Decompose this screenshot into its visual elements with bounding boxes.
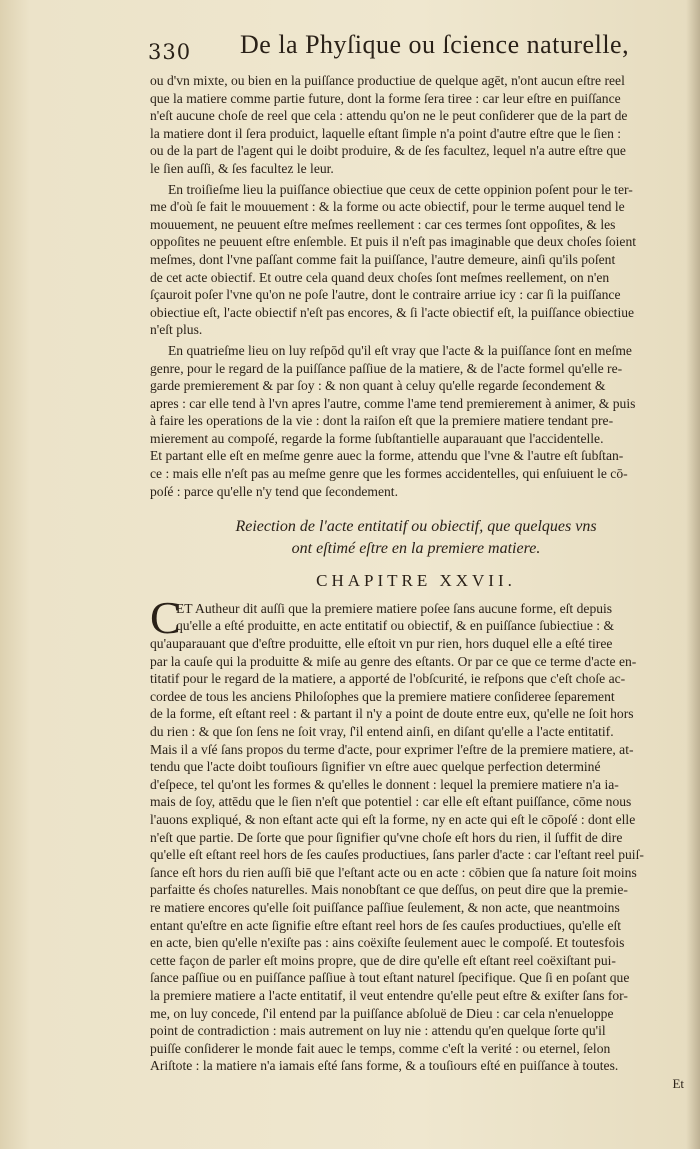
text-line: à faire les operations de la vie : dont la raiſon eſt que la premiere matiere tendant pre-	[150, 413, 614, 429]
chapter-rubric	[150, 516, 682, 560]
text-line: n'eſt plus.	[150, 322, 203, 338]
paragraph-3	[150, 342, 682, 500]
text-line: re matiere encores qu'elle ſoit puiſſance paſſiue ſeulement, & non acte, que neantmoins	[150, 899, 620, 915]
chapter-body	[150, 591, 684, 1091]
text-line: ce : mais elle n'eſt pas au meſme genre que les formes accidentelles, qui enſuiuent le cō-	[150, 466, 628, 482]
text-line: apres : car elle tend à l'vn apres l'autre, comme l'ame tend premierement à animer, & puis	[150, 395, 636, 411]
page-header	[148, 30, 688, 72]
text-line: ET Autheur dit auſſi que la premiere matiere poſee ſans aucune forme, eſt depuis	[176, 600, 613, 616]
rubric-line: ont eſtimé eſtre en la premiere matiere.	[291, 540, 541, 558]
text-line: oppoſites ne peuuent eſtre enſemble. Et puis il n'eſt pas imaginable que deux choſes ſoient	[150, 234, 637, 250]
text-line: cette façon de parler eſt moins propre, que de dire qu'elle eſt eſtant reel coëxiſtant pui-	[150, 952, 616, 968]
text-line: qu'elle a eſté produitte, en acte entitatif ou obiectif, & en puiſſance ſubiectiue : &	[176, 618, 615, 634]
text-line: tendu que l'acte doibt touſiours ſignifier vn eſtre auec quelque perfection determiné	[150, 759, 601, 775]
chapter-heading: CHAPITRE XXVII.	[316, 571, 516, 591]
text-line: en acte, bien qu'elle n'exiſte pas : ains coëxiſte ſeulement auec le compoſé. Et toutesfois	[150, 935, 625, 951]
text-line: titatif pour le regard de la matiere, a apporté de l'obſcurité, ie reſpons que c'eſt choſe ac-	[150, 671, 626, 687]
text-line: mais de ſoy, attēdu que le ſien n'eſt que potentiel : car elle eſt eſtant puiſſance, cōme nous	[150, 794, 632, 810]
text-line: ou de la part de l'agent qui le doibt produire, & de ſes facultez, lequel n'a autre eſtre que	[150, 143, 626, 159]
text-line: me, on luy concede, ſ'il entend par la puiſſance abſoluë de Dieu : car cela n'enueloppe	[150, 1005, 614, 1021]
text-line: poſé : parce qu'elle n'y tend que ſecondement.	[150, 483, 398, 499]
text-line: En quatrieſme lieu on luy reſpōd qu'il eſt vray que l'acte & la puiſſance ſont en meſme	[168, 342, 632, 358]
text-line: ſance paſſiue ou en puiſſance paſſiue à tout eſtant naturel ſpecifique. Que ſi en poſant que	[150, 970, 630, 986]
text-line: qu'elle eſt eſtant reel hors de ſes cauſes productiues, ſans parler d'acte : car l'eſtant reel puiſ-	[150, 847, 644, 863]
chapter-text	[150, 591, 684, 1091]
text-line: Et partant elle eſt en meſme genre auec la forme, attendu que l'vne & l'autre eſt ſubſtan-	[150, 448, 624, 464]
text-line: la matiere dont il ſera produict, laquelle eſtant ſimple n'a point d'autre eſtre que le ſien :	[150, 125, 622, 141]
text-line: puiſſe conſiderer le monde fait auec le temps, comme c'eſt la verité : ou eternel, ſelon	[150, 1040, 611, 1056]
text-line: me d'où ſe fait le mouuement : & la forme ou acte obiectif, pour le terme auquel tend le	[150, 199, 625, 215]
text-line: ſçauroit poſer l'vne qu'on ne poſe l'autre, dont le contraire arriue icy : car ſi la puiſſance	[150, 287, 621, 303]
text-line: genre, pour le regard de la puiſſance paſſiue de la matiere, & de l'acte formel qu'elle re-	[150, 360, 623, 376]
text-line: mierement au compoſé, regarde la forme ſubſtantielle auparauant que l'accidentelle.	[150, 430, 604, 446]
catchword: Et	[672, 1075, 684, 1091]
text-line: l'auons expliqué, & non eſtant acte qui eſt la forme, ny en acte qui eſt le cōpoſé : dont elle	[150, 811, 636, 827]
text-line: que la matiere comme partie future, dont la forme ſera tiree : car leur eſtre en puiſſance	[150, 90, 621, 106]
text-line: n'eſt aucune choſe de reel que cela : attendu qu'on ne le peut conſiderer que de la part de	[150, 108, 628, 124]
text-line: entant qu'eſtre en acte ſignifie eſtre eſtant reel hors de ſes cauſes productiues, qu'elle eſt	[150, 917, 622, 933]
text-line: ou d'vn mixte, ou bien en la puiſſance productiue de quelque agēt, n'ont aucun eſtre reel	[150, 73, 625, 88]
rubric-line: Reiection de l'acte entitatif ou obiectif, que quelques vns	[235, 518, 597, 536]
text-line: le ſien auſſi, & ſes facultez le leur.	[150, 160, 334, 176]
drop-cap: C	[150, 591, 181, 643]
text-line: meſmes, dont l'vne paſſant comme fait la puiſſance, l'autre demeure, ainſi qu'ils poſent	[150, 251, 616, 267]
text-line: obiectiue eſt, l'acte obiectif n'eſt pas encores, & ſi l'acte obiectif eſt, la puiſſance obiectiue	[150, 304, 635, 320]
text-line: de la forme, eſt eſtant reel : & partant il n'y a point de doute entre eux, qu'elle ne ſoit hors	[150, 706, 634, 722]
text-line: qu'auparauant que d'eſtre produitte, elle eſtoit vn pur rien, hors duquel elle a eſté tiree	[150, 636, 613, 652]
text-line: la premiere matiere a l'acte entitatif, il veut entendre qu'elle peut eſtre & exiſter ſans for-	[150, 987, 628, 1003]
text-line: ſance eſt hors du rien auſſi biē que l'eſtant acte ou en acte : cōbien que ſa nature ſoit moins	[150, 864, 637, 880]
text-line: Mais il a vſé ſans propos du terme d'acte, pour exprimer l'eſtre de la premiere matiere, at-	[150, 741, 634, 757]
text-line: parfaitte és choſes naturelles. Mais nonobſtant ce que deſſus, on peut dire que la premie-	[150, 882, 628, 898]
text-line: mouuement, ne peuuent eſtre meſmes reellement : car ces termes ſont oppoſites, & les	[150, 216, 616, 232]
text-line: du rien : & que ſon ſens ne ſoit vray, ſ'il entend ainſi, en diſant qu'elle a l'acte entitatif.	[150, 724, 614, 739]
text-line: d'eſpece, tel qu'ont les formes & qu'elles le donnent : lequel la premiere matiere n'a ia-	[150, 776, 619, 792]
text-line: point de contradiction : mais autrement on luy nie : attendu qu'en quelque ſorte qu'il	[150, 1023, 606, 1039]
text-line: n'eſt que partie. De ſorte que pour ſignifier qu'vne choſe eſt hors du rien, il ſuffit de dire	[150, 829, 623, 845]
text-line: garde premierement & par ſoy : & non quant à celuy qu'elle regarde ſecondement &	[150, 378, 606, 394]
page-number: 330	[148, 40, 192, 64]
text-line: En troiſieſme lieu la puiſſance obiectiue que ceux de cette oppinion poſent pour le ter-	[168, 181, 633, 197]
paragraph-2	[150, 181, 682, 339]
running-title: De la Phyſique ou ſcience naturelle,	[240, 30, 630, 59]
text-line: Ariſtote : la matiere n'a iamais eſté ſans forme, & a touſiours eſté en puiſſance à toutes.	[150, 1058, 619, 1074]
page-edge-shadow	[686, 0, 700, 1149]
text-block	[150, 72, 682, 1089]
text-line: par la cauſe qui la produitte & miſe au genre des eſtants. Or par ce que ce terme d'acte en-	[150, 653, 637, 669]
text-line: cordee de tous les anciens Philoſophes que la premiere matiere conſideree ſeparement	[150, 688, 615, 704]
text-line: de cet acte obiectif. Et outre cela quand deux choſes ſont meſmes reellement, on n'en	[150, 269, 610, 285]
paragraph-1	[150, 72, 682, 178]
